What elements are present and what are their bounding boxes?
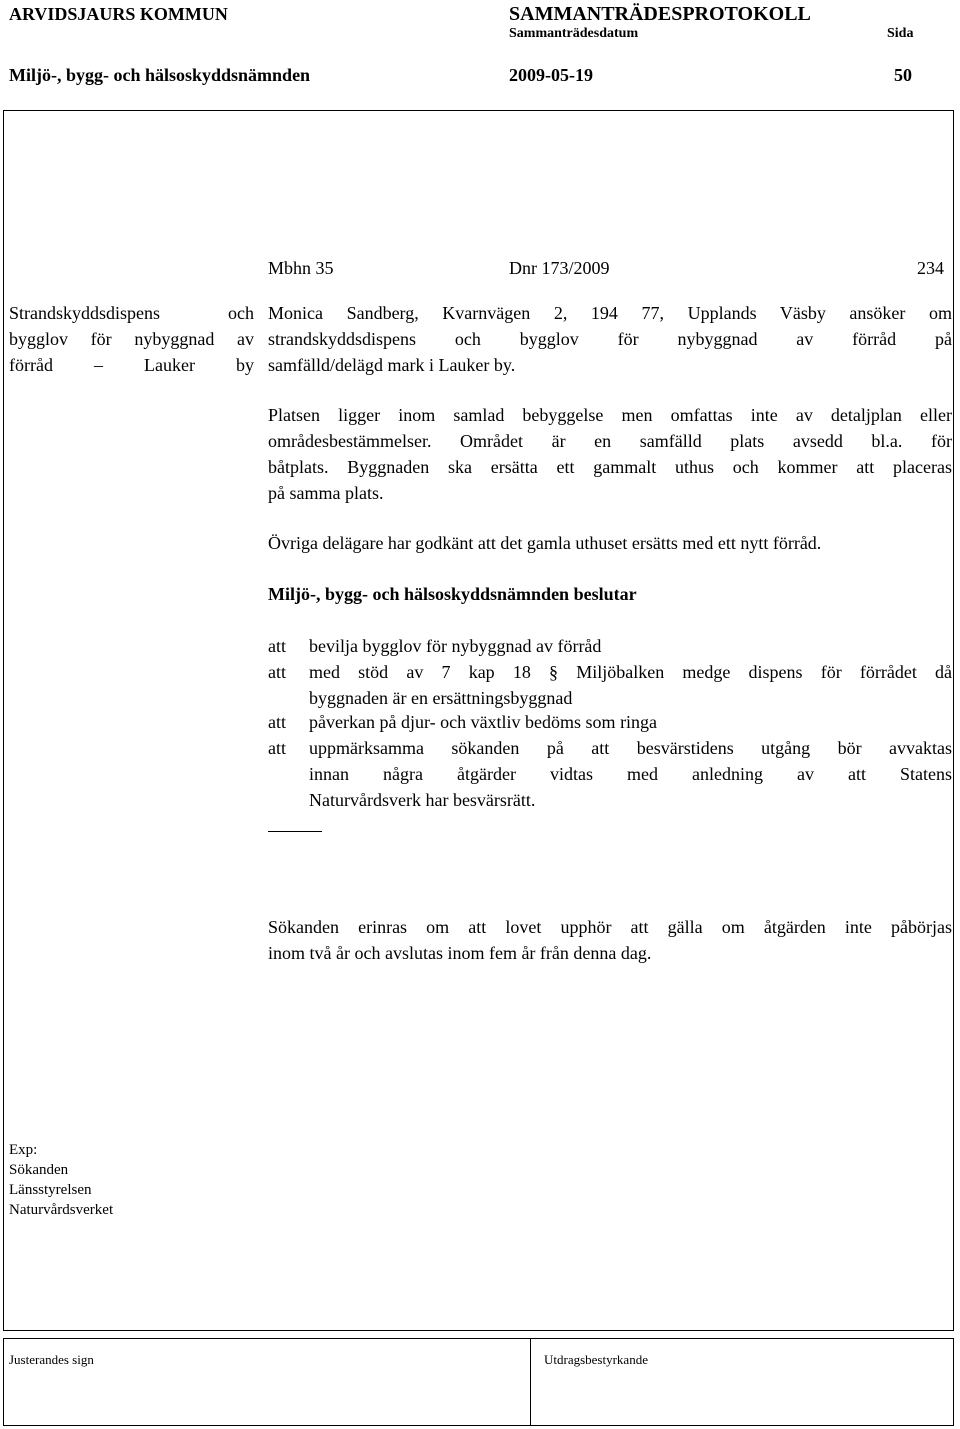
text-line: bevilja bygglov för nybyggnad av förråd (309, 636, 602, 656)
text-line: byggnaden är en ersättningsbyggnad (309, 688, 573, 708)
text-line: Sökanden erinras om att lovet upphör att gälla om åtgärden inte påbörjas (268, 917, 952, 937)
text-line: Naturvårdsverk har besvärsrätt. (309, 790, 536, 810)
case-section: Mbhn 35 (268, 258, 334, 278)
text-line: Övriga delägare har godkänt att det gamla uthuset ersätts med ett nytt förråd. (268, 533, 822, 553)
text-line: områdesbestämmelser. Området är en samfälld plats avsedd bl.a. för (268, 431, 952, 451)
text-line: uppmärksamma sökanden på att besvärstidens utgång bör avvaktas (309, 738, 952, 758)
owners-paragraph (268, 530, 952, 556)
distribution-recipient: Naturvårdsverket (9, 1202, 114, 1218)
case-title-line: förråd – Lauker by (9, 355, 254, 375)
text-line: samfälld/delägd mark i Lauker by. (268, 355, 516, 375)
reminder-paragraph (268, 914, 952, 966)
background-paragraph (268, 402, 952, 506)
municipality-name: ARVIDSJAURS KOMMUN (9, 4, 228, 24)
distribution-list (9, 1140, 113, 1220)
decision-heading: Miljö-, bygg- och hälsoskyddsnämnden beslutar (268, 584, 637, 604)
decision-item (268, 633, 952, 659)
certification-label: Utdragsbestyrkande (544, 1352, 648, 1367)
decision-label: att (268, 738, 286, 758)
section-rule (268, 831, 322, 832)
decision-item (268, 709, 952, 735)
decision-label: att (268, 636, 286, 656)
signature-box (3, 1338, 954, 1426)
meeting-date: 2009-05-19 (509, 65, 593, 85)
text-line: påverkan på djur- och växtliv bedöms som ringa (309, 712, 658, 732)
meeting-date-label: Sammanträdesdatum (509, 26, 639, 41)
case-title-line: bygglov för nybyggnad av (9, 329, 254, 349)
text-line: innan några åtgärder vidtas med anledning av att Statens (309, 764, 952, 784)
protocol-title: SAMMANTRÄDESPROTOKOLL (509, 3, 811, 25)
text-line: inom två år och avslutas inom fem år från denna dag. (268, 943, 652, 963)
text-line: Monica Sandberg, Kvarnvägen 2, 194 77, Upplands Väsby ansöker om (268, 303, 952, 323)
text-line: med stöd av 7 kap 18 § Miljöbalken medge dispens för förrådet då (309, 662, 952, 682)
case-number: 234 (917, 258, 944, 278)
case-title-line: Strandskyddsdispens och (9, 303, 254, 323)
signature-divider (530, 1338, 531, 1426)
adjuster-signature-label: Justerandes sign (9, 1352, 94, 1367)
case-dnr: Dnr 173/2009 (509, 258, 610, 278)
distribution-recipient: Sökanden (9, 1162, 69, 1178)
text-line: på samma plats. (268, 483, 384, 503)
text-line: strandskyddsdispens och bygglov för nybyggnad av förråd på (268, 329, 952, 349)
page-label: Sida (887, 26, 914, 41)
decision-label: att (268, 662, 286, 682)
decision-item (268, 659, 952, 711)
intro-paragraph (268, 300, 952, 378)
page-number: 50 (894, 65, 912, 85)
text-line: Platsen ligger inom samlad bebyggelse men omfattas inte av detaljplan eller (268, 405, 952, 425)
distribution-label: Exp: (9, 1142, 38, 1158)
decision-item (268, 735, 952, 813)
decision-label: att (268, 712, 286, 732)
distribution-recipient: Länsstyrelsen (9, 1182, 92, 1198)
text-line: båtplats. Byggnaden ska ersätta ett gammalt uthus och kommer att placeras (268, 457, 952, 477)
case-title (9, 300, 254, 378)
board-name: Miljö-, bygg- och hälsoskyddsnämnden (9, 65, 311, 85)
